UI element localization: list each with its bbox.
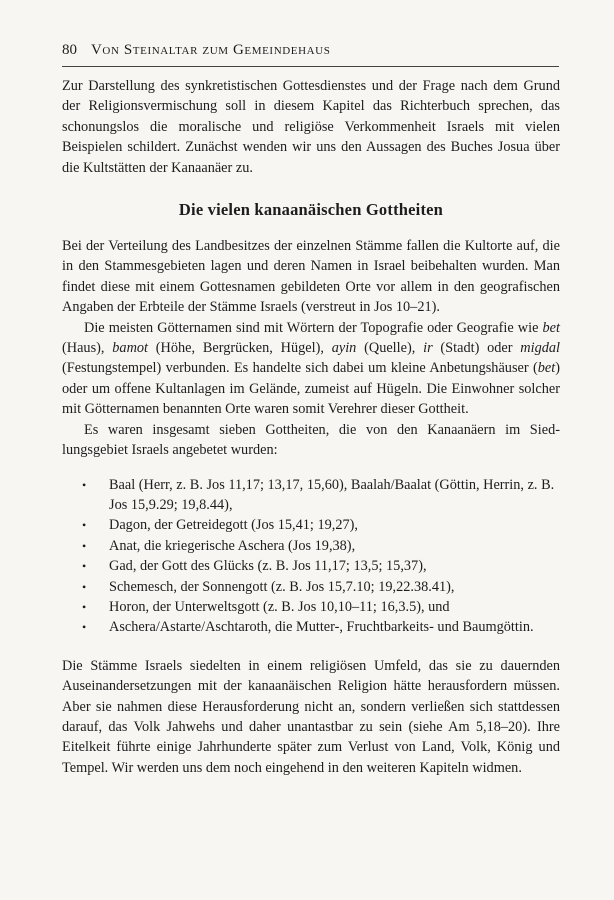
running-header [62,42,558,59]
term-bet: bet [542,319,560,336]
page-body [62,76,560,778]
list-item [82,536,560,556]
header-rule [62,66,559,67]
text-run: Die meisten Götternamen sind mit Wörtern der Topografie oder Geografie wie [84,319,543,336]
list-item [82,577,560,597]
term-ayin: ayin [331,340,357,357]
list-item-text: Anat, die kriegerische Aschera (Jos 19,38), [109,537,356,554]
list-item [82,556,560,576]
term-bet: bet [537,360,556,377]
paragraph-distribution: Bei der Verteilung des Landbesitzes der einzelnen Stämme fallen die Kultorte auf, die in den Stammesgebieten lagen und deren Namen in Israel beibehalten wurden. Man findet diese mit einem Gottesnamen gebildeten Orte vor allem in den geografischen Angaben der Erbteile der Stämme Israels (verstreut in Jos 10–21). [62,238,560,316]
bullet-icon: • [82,579,87,594]
list-item-text: Baal (Herr, z. B. Jos 11,17; 13,17, 15,60), Baalah/Baalat (Göttin, Herrin, z. B. Jos 15,9.29; 19,8.44), [109,476,555,513]
list-item [82,597,560,617]
term-ir: ir [423,340,433,357]
bullet-icon: • [82,559,87,574]
list-item [82,515,560,535]
bullet-icon: • [82,518,87,533]
term-bamot: bamot [112,340,149,357]
section-heading: Die vielen kanaanäischen Gottheiten [178,200,444,220]
list-item-text: Horon, der Unterweltsgott (z. B. Jos 10,10–11; 16,3.5), und [109,598,450,615]
term-migdal: migdal [520,340,560,357]
list-item-text: Schemesch, der Sonnengott (z. B. Jos 15,7.10; 19,22.38.41), [109,578,455,595]
text-run: (Festungstempel) verbunden. Es handelte sich dabei um kleine Anbetungshäuser ( [62,360,538,377]
bullet-icon: • [82,538,87,553]
list-item-text: Dagon, der Getreidegott (Jos 15,41; 19,27), [109,517,358,534]
list-item-text: Gad, der Gott des Glücks (z. B. Jos 11,17; 13,5; 15,37), [109,558,427,575]
bullet-icon: • [82,477,87,492]
page-number: 80 [62,42,77,58]
text-run: ) oder um offene Kultanlagen im Gelände, zumeist auf Hügeln. Die Einwohner solcher mit Götternamen benannten Orte waren somit Verehrer dieser Gottheit. [62,360,560,418]
intro-paragraph: Zur Darstellung des synkretistischen Gottesdienstes und der Frage nach dem Grund der Religionsvermischung soll in diesem Kapitel das Richterbuch sprechen, das schonungslos die moralische und religiöse Verkommenheit Israels mit vielen Beispielen schildert. Zunächst wenden wir uns den Aussagen des Buches Josua über die Kultstätten der Kanaanäer zu. [62,78,560,176]
paragraph-topography [62,318,560,420]
list-item [82,475,560,516]
text-run: (Höhe, Bergrücken, Hügel), [148,340,332,357]
running-title: Von Steinaltar zum Gemeindehaus [91,42,331,58]
bullet-icon: • [82,620,87,635]
text-run: (Stadt) oder [432,340,521,357]
text-run: (Haus), [62,340,113,357]
list-item [82,617,560,637]
paragraph-seven-deities: Es waren insgesamt sieben Gottheiten, die von den Kanaanäern im Siedlungsgebiet Israels angebetet wurden: [62,421,560,459]
deity-list [62,475,560,638]
text-run: (Quelle), [356,340,424,357]
closing-paragraph: Die Stämme Israels siedelten in einem religiösen Umfeld, das sie zu dauernden Auseinandersetzungen mit der kanaanäischen Religion hätte herausfordern müssen. Aber sie nahmen diese Herausforderung nicht an, sondern verließen sich stattdessen darauf, das Volk Jahwehs und daher unantastbar zu sein (siehe Am 5,18–20). Ihre Eitelkeit führte einige Jahrhunderte später zum Verlust von Land, Volk, König und Tempel. Wir werden uns dem noch eingehend in den weiteren Kapiteln widmen. [62,657,560,776]
bullet-icon: • [82,599,87,614]
list-item-text: Aschera/Astarte/Aschtaroth, die Mutter-, Fruchtbarkeits- und Baumgöttin. [109,619,534,636]
